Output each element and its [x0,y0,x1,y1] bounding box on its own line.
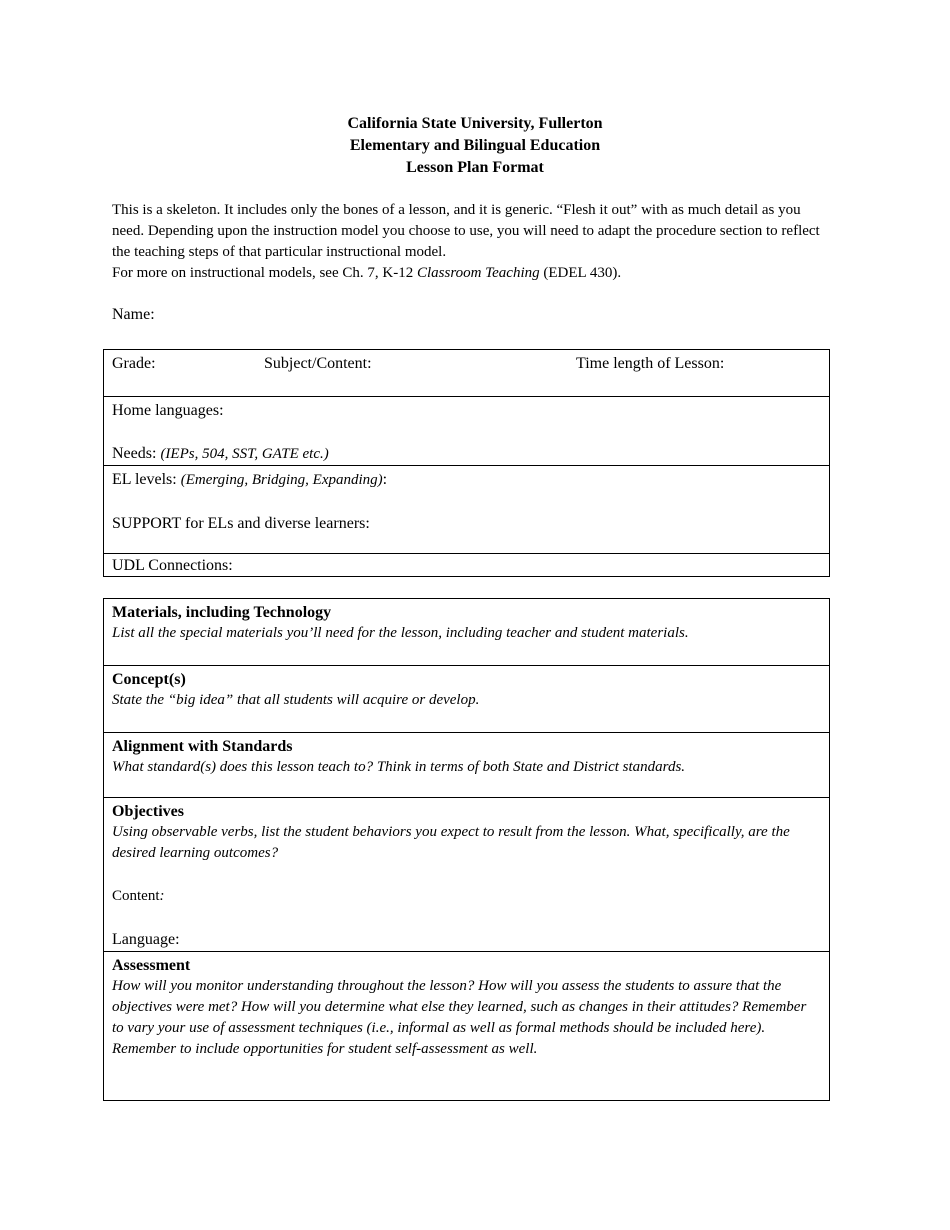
objectives-title: Objectives [112,803,184,820]
intro-paragraph: This is a skeleton. It includes only the bones of a lesson, and it is generic. “Flesh it out” with as much detail as you need. Depending upon the instruction model you choose to use, you will need to adapt the procedure section to reflect the teaching steps of that particular instructional model. [112,202,820,260]
name-label: Name: [112,306,155,323]
needs-label: Needs: [112,445,161,462]
assessment-cell[interactable] [104,952,830,1101]
el-levels-label: EL levels: [112,471,181,488]
document-header [0,113,950,179]
university-name: California State University, Fullerton [347,115,603,132]
grade-cell[interactable] [104,350,830,397]
concepts-row [104,666,830,733]
assessment-row [104,952,830,1101]
materials-row [104,599,830,666]
el-levels-line [112,469,821,491]
alignment-row [104,733,830,798]
objectives-hint: Using observable verbs, list the student behaviors you expect to result from the lesson. What, specifically, are the desired learning outcomes? [112,824,790,861]
assessment-title: Assessment [112,957,191,974]
intro-reference [112,263,832,284]
materials-cell[interactable] [104,599,830,666]
intro-reference-suffix: (EDEL 430). [539,265,622,281]
el-levels-hint: (Emerging, Bridging, Expanding) [180,472,383,488]
concepts-hint: State the “big idea” that all students will acquire or develop. [112,692,480,708]
language-objective-label: Language: [112,931,180,948]
document-title: Lesson Plan Format [406,159,544,176]
languages-row [104,397,830,466]
time-length-label: Time length of Lesson: [576,355,725,372]
department-name: Elementary and Bilingual Education [349,137,601,154]
support-label: SUPPORT for ELs and diverse learners: [112,515,370,532]
el-cell[interactable] [104,466,830,554]
udl-cell[interactable] [104,554,830,577]
lesson-info-table [103,349,830,577]
assessment-hint: How will you monitor understanding throughout the lesson? How will you assess the students to assure that the objectives were met? How will you determine what else they learned, such as changes in their attitudes? Remember to vary your use of assessment techniques (i.e., informal as well as formal methods should be included here). Remember to include opportunities for student self-assessment as well. [112,978,807,1057]
grade-label: Grade: [112,355,156,372]
objectives-cell[interactable] [104,798,830,952]
grade-row [104,350,830,397]
languages-cell[interactable] [104,397,830,466]
concepts-cell[interactable] [104,666,830,733]
udl-label: UDL Connections: [112,557,233,574]
content-objective-label: Content [112,888,160,904]
objectives-row [104,798,830,952]
needs-line [112,443,821,465]
alignment-cell[interactable] [104,733,830,798]
needs-hint: (IEPs, 504, SST, GATE etc.) [160,446,329,462]
materials-hint: List all the special materials you’ll need for the lesson, including teacher and student materials. [112,625,689,641]
content-objective-line [112,886,821,907]
materials-title: Materials, including Technology [112,604,332,621]
alignment-title: Alignment with Standards [112,738,293,755]
intro-reference-prefix: For more on instructional models, see Ch. 7, K-12 [112,265,417,281]
udl-row [104,554,830,577]
alignment-hint: What standard(s) does this lesson teach to? Think in terms of both State and District standards. [112,759,686,775]
subject-label: Subject/Content: [264,355,372,372]
home-languages-label: Home languages: [112,402,224,419]
content-objective-colon: : [159,888,165,904]
book-title: Classroom Teaching [416,265,540,281]
el-levels-colon: : [382,471,388,488]
intro-text [112,200,832,284]
el-row [104,466,830,554]
lesson-sections-table [103,598,830,1101]
concepts-title: Concept(s) [112,671,186,688]
